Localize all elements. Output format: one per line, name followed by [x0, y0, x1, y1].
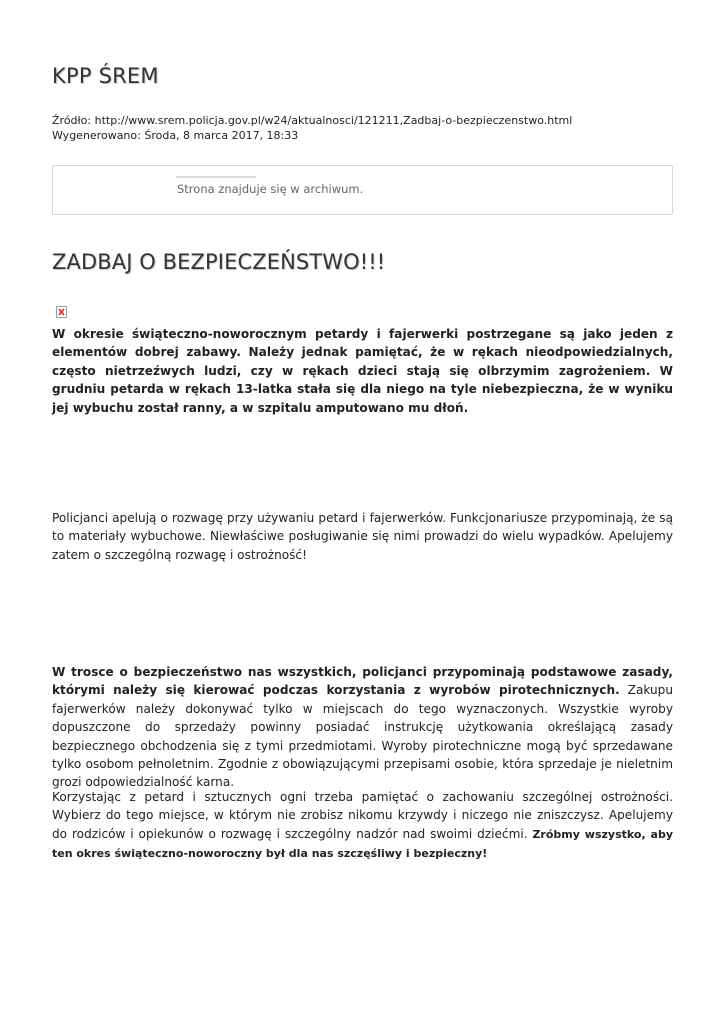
source-url[interactable]: http://www.srem.policja.gov.pl/w24/aktualnosci/121211,Zadbaj-o-bezpieczenstwo.html [94, 114, 573, 127]
source-label: Źródło: [52, 114, 92, 127]
paragraph-bold-closing: Zróbmy wszystko, aby ten okres świąteczno-noworoczny był dla nas szczęśliwy i bezpieczny! [52, 827, 673, 861]
site-title: KPP ŚREM [52, 64, 159, 88]
divider [176, 176, 256, 178]
archive-notice: Strona znajduje się w archiwum. [177, 182, 364, 196]
article-title: ZADBAJ O BEZPIECZEŃSTWO!!! [52, 250, 386, 274]
generated-line [52, 128, 572, 143]
article-paragraph: Policjanci apelują o rozwagę przy używaniu petard i fajerwerków. Funkcjonariusze przypominają, że są to materiały wybuchowe. Niewłaściwe posługiwanie się nimi prowadzi do wielu wypadków. Apelujemy zatem o szczególną rozwagę i ostrożność! [52, 511, 673, 562]
document-meta [52, 113, 572, 143]
paragraph-text: Korzystając z petard i sztucznych ogni trzeba pamiętać o zachowaniu szczególnej ostrożności. Wybierz do tego miejsce, w którym nie zrobisz nikomu krzywdy i niczego nie zniszczysz. Apelujemy do rodziców i opiekunów o rozwagę i szczególny nadzór nad swoimi dziećmi. [52, 790, 673, 841]
generated-date: Środa, 8 marca 2017, 18:33 [144, 129, 299, 142]
archive-notice-box [52, 165, 673, 215]
source-line [52, 113, 572, 128]
article-paragraph [52, 788, 673, 864]
article-paragraph [52, 663, 673, 792]
generated-label: Wygenerowano: [52, 129, 141, 142]
paragraph-text: Zakupu fajerwerków należy dokonywać tylko w miejscach do tego wyznaczonych. Wszystkie wyroby dopuszczone do sprzedaży powinny posiadać instrukcję użytkowania określającą zasady bezpiecznego obchodzenia się z tymi przedmiotami. Wyroby pirotechniczne mogą być sprzedawane tylko osobom pełnoletnim. Zgodnie z obowiązującymi przepisami osobie, która sprzedaje je nieletnim grozi odpowiedzialność karna. [52, 683, 673, 790]
article-intro: W okresie świąteczno-noworocznym petardy i fajerwerki postrzegane są jako jeden z elementów dobrej zabawy. Należy jednak pamiętać, że w rękach nieodpowiedzialnych, często nietrzeźwych ludzi, czy w rękach dzieci stają się olbrzymim zagrożeniem. W grudniu petarda w rękach 13-latka stała się dla niego na tyle niebezpieczna, że w wyniku jej wybuchu został ranny, a w szpitalu amputowano mu dłoń. [52, 327, 673, 415]
paragraph-bold-lead: W trosce o bezpieczeństwo nas wszystkich, policjanci przypominają podstawowe zasady, którymi należy się kierować podczas korzystania z wyrobów pirotechnicznych. [52, 665, 673, 698]
broken-image-icon [56, 306, 67, 318]
